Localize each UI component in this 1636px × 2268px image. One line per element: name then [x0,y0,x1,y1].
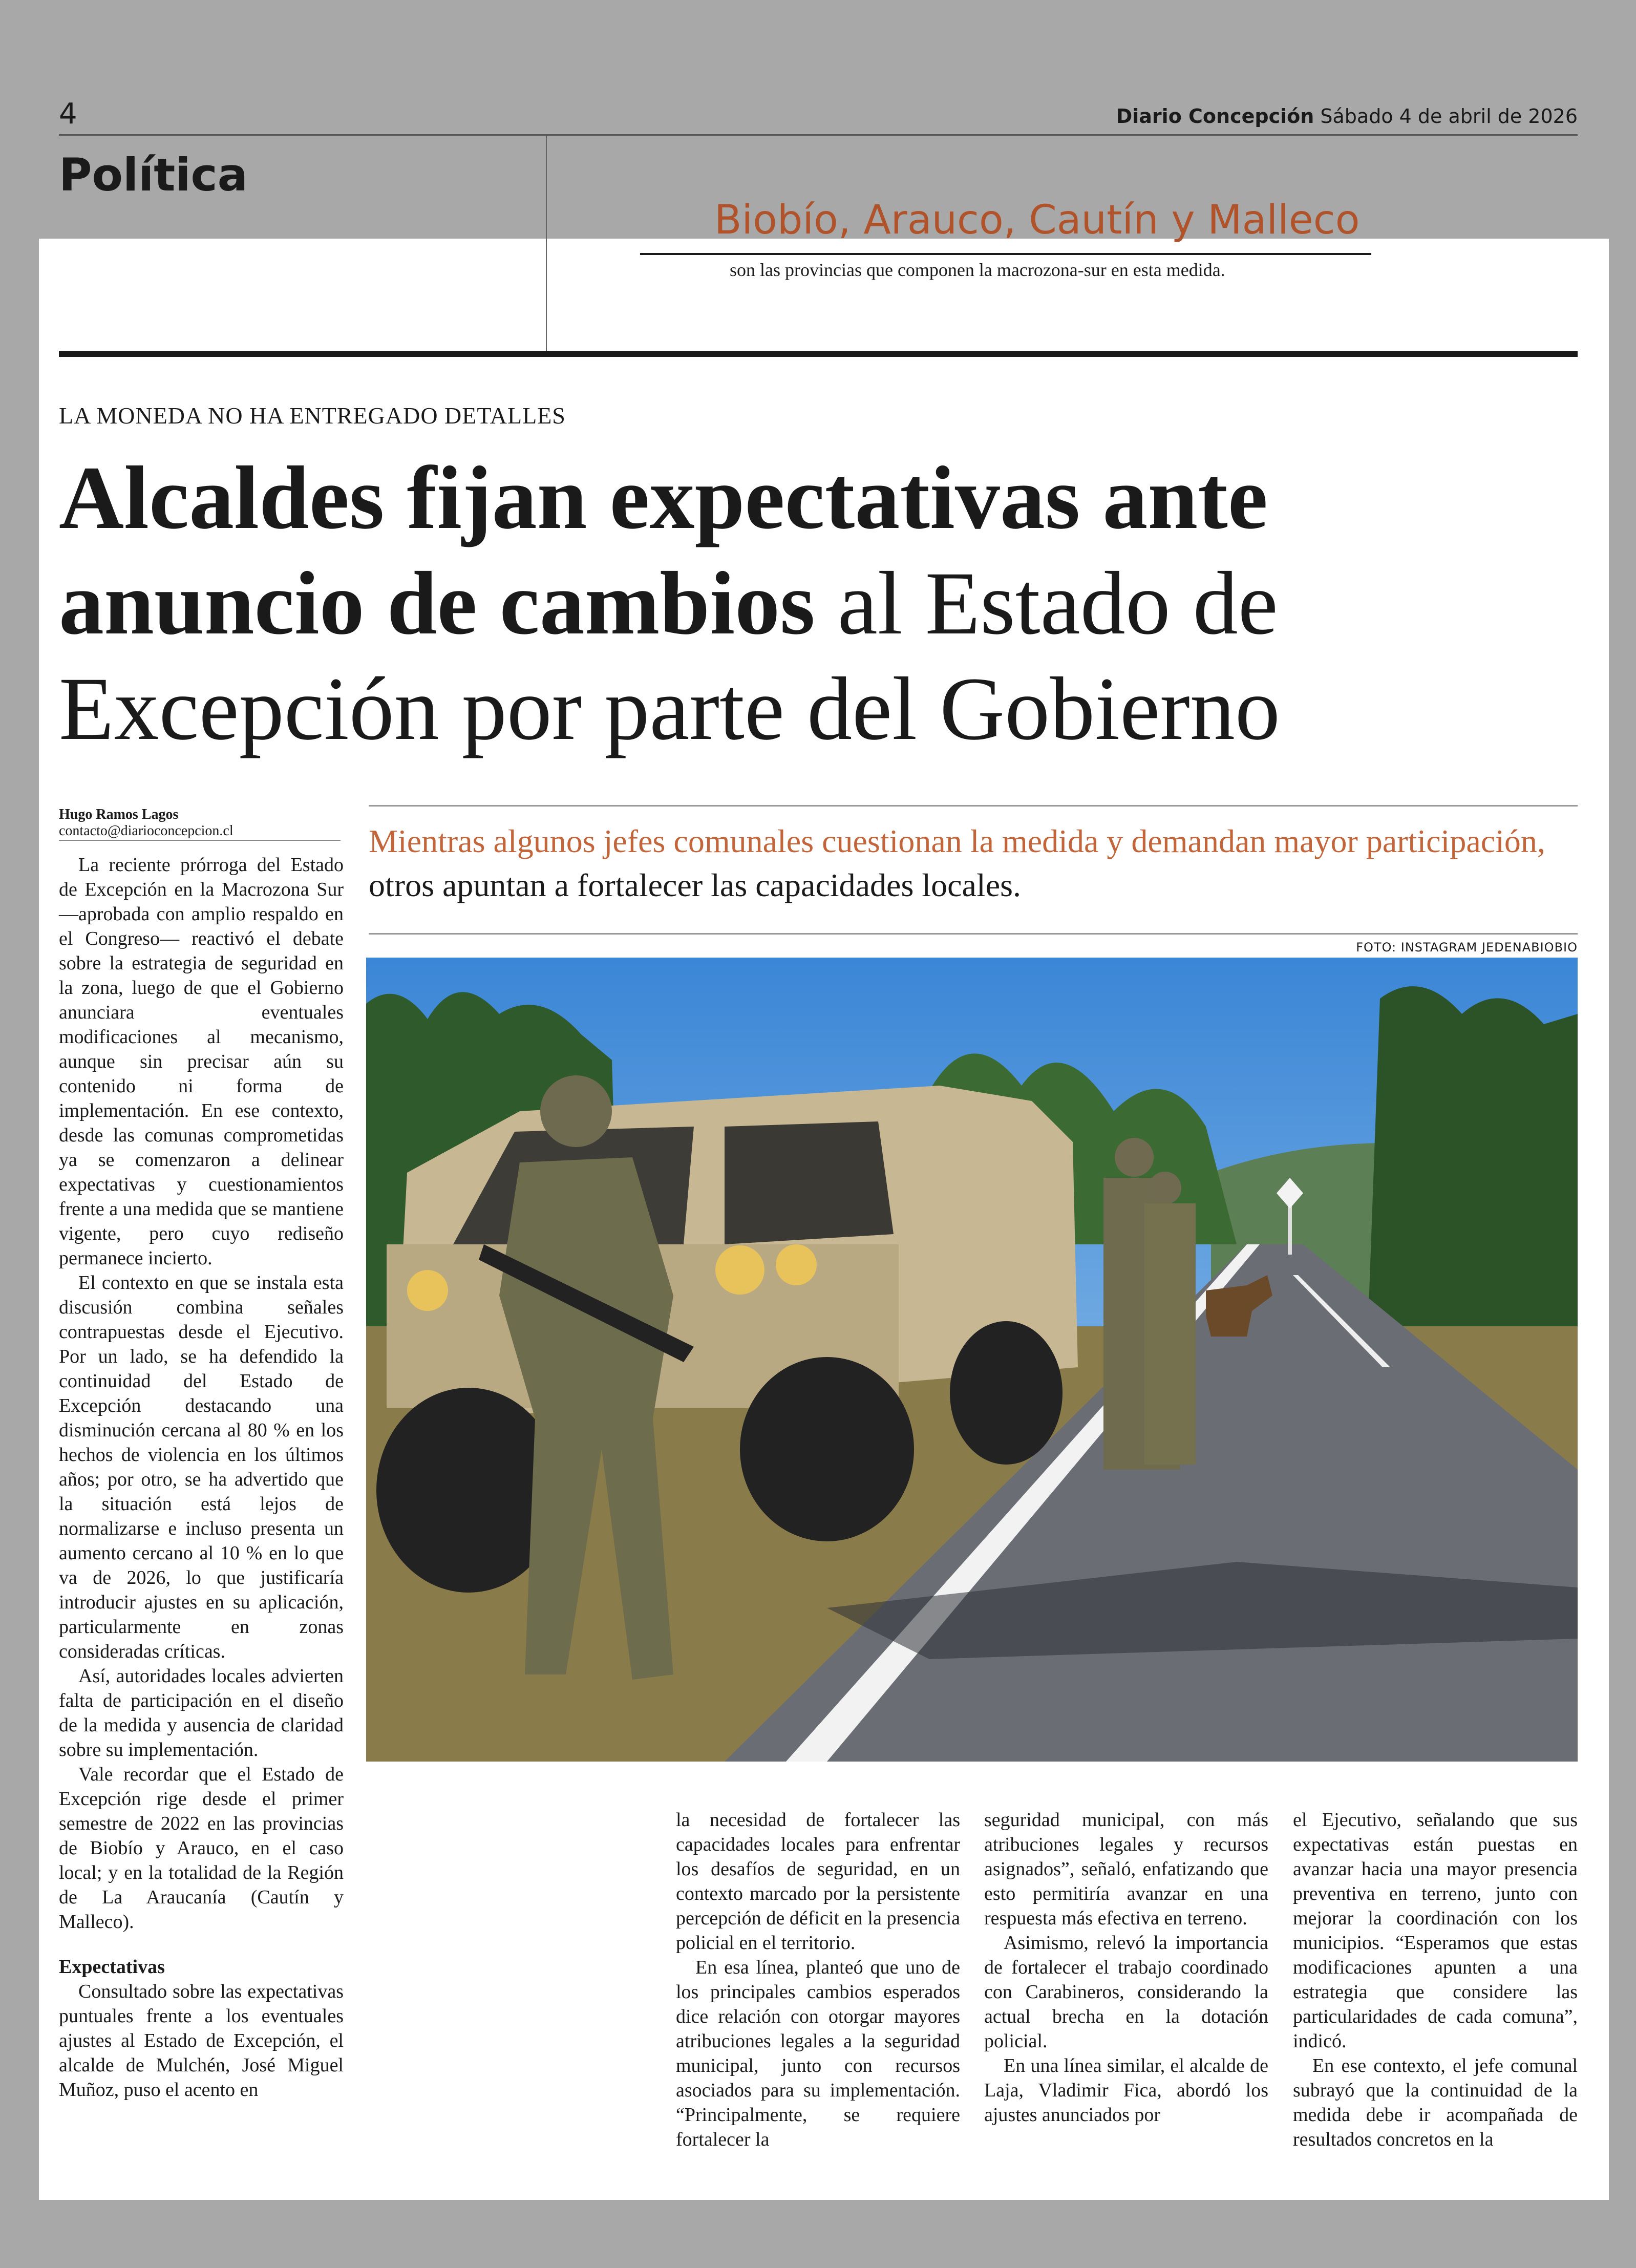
highlight-rule [640,253,1371,255]
article-column-1 [59,853,344,2164]
subhead-rest: otros apuntan a fortalecer las capacidades locales. [369,867,1022,903]
provinces-highlight: Biobío, Arauco, Cautín y Malleco [714,197,1360,243]
subhead-accent: Mientras algunos jefes comunales cuestionan la medida y demandan mayor participación, [369,823,1545,859]
headline-bold: Alcaldes fijan expectativas ante anuncio de cambios [59,448,1268,653]
article-photo [366,958,1578,1762]
kicker: LA MONEDA NO HA ENTREGADO DETALLES [59,402,566,429]
paragraph: En ese contexto, el jefe comunal subrayó que la continuidad de la medida debe ir acompañada de resultados concretos en la [1293,2055,1578,2150]
masthead [1116,105,1578,128]
issue-date: Sábado 4 de abril de 2026 [1320,105,1578,128]
paragraph: Vale recordar que el Estado de Excepción rige desde el primer semestre de 2022 en las provincias de Biobío y Arauco, en el caso local; y en la totalidad de la Región de La Araucanía (Cautín y Malleco). [59,1764,344,1933]
paragraph: En esa línea, planteó que uno de los principales cambios esperados dice relación con otorgar mayores atribuciones legales a la seguridad municipal, junto con recursos asociados para su implementación. “Principalmente, se requiere fortalecer la [676,1957,960,2150]
photo-credit: FOTO: INSTAGRAM JEDENABIOBIO [1356,940,1578,955]
subhead-rule-top [369,805,1578,807]
section-rule [59,351,1578,357]
byline [59,807,341,839]
author-email: contacto@diarioconcepcion.cl [59,823,233,839]
paragraph: La reciente prórroga del Estado de Excepción en la Macrozona Sur —aprobada con amplio respaldo en el Congreso— reactivó el debate sobre la estrategia de seguridad en la zona, luego de que el Gobierno anunciara eventuales modificaciones al mecanismo, aunque sin precisar aún su contenido ni forma de implementación. En ese contexto, desde las comunas comprometidas ya se comenzaron a delinear expectativas y cuestionamientos frente a una medida que se mantiene vigente, pero cuyo rediseño permanece incierto. [59,854,344,1269]
section-title: Política [59,149,248,201]
paragraph: Asimismo, relevó la importancia de fortalecer el trabajo coordinado con Carabineros, considerando la actual brecha en la dotación policial. [984,1932,1268,2052]
headline [59,446,1578,762]
subheadline [369,819,1578,907]
paragraph: Así, autoridades locales advierten falta de participación en el diseño de la medida y ausencia de claridad sobre su implementación. [59,1665,344,1761]
article-column-4 [1293,1808,1578,2152]
column-divider [546,136,547,351]
header-rule [59,134,1578,136]
paragraph: Consultado sobre las expectativas puntuales frente a los eventuales ajustes al Estado de Excepción, el alcalde de Mulchén, José Miguel Muñoz, puso el acento en [59,1981,344,2101]
paragraph: El contexto en que se instala esta discusión combina señales contrapuestas desde el Ejecutivo. Por un lado, se ha defendido la continuidad del Estado de Excepción destacando una disminución cercana al 80 % en los hechos de violencia en los últimos años; por otro, se ha advertido que la situación está lejos de normalizarse e incluso presenta un aumento cercano al 10 % en lo que va de 2026, lo que justificaría introducir ajustes en su aplicación, particularmente en zonas consideradas críticas. [59,1272,344,1662]
article-column-2 [676,1808,960,2152]
paragraph: la necesidad de fortalecer las capacidades locales para enfrentar los desafíos de seguridad, en un contexto marcado por la persistente percepción de déficit en la presencia policial en el territorio. [676,1809,960,1954]
page-number: 4 [59,97,77,131]
article-column-3 [984,1808,1268,2127]
paragraph: En una línea similar, el alcalde de Laja, Vladimir Fica, abordó los ajustes anunciados por [984,2055,1268,2126]
author-name: Hugo Ramos Lagos [59,807,179,822]
paragraph: seguridad municipal, con más atribuciones legales y recursos asignados”, señaló, enfatizando que esto permitiría avanzar en una respuesta más efectiva en terreno. [984,1809,1268,1929]
subhead-rule-bottom [369,933,1578,935]
paragraph: el Ejecutivo, señalando que sus expectativas están puestas en avanzar hacia una mayor presencia preventiva en terreno, junto con mejorar la coordinación con los municipios. “Esperamos que estas modificaciones apunten a una estrategia que considere las particularidades de cada comuna”, indicó. [1293,1809,1578,2052]
provinces-caption: son las provincias que componen la macrozona-sur en esta medida. [730,260,1225,280]
section-subheading: Expectativas [59,1956,165,1978]
headline-regular: al Estado de Excepción por parte del Gobierno [59,554,1280,759]
newspaper-name: Diario Concepción [1116,105,1314,128]
byline-rule [59,840,341,841]
